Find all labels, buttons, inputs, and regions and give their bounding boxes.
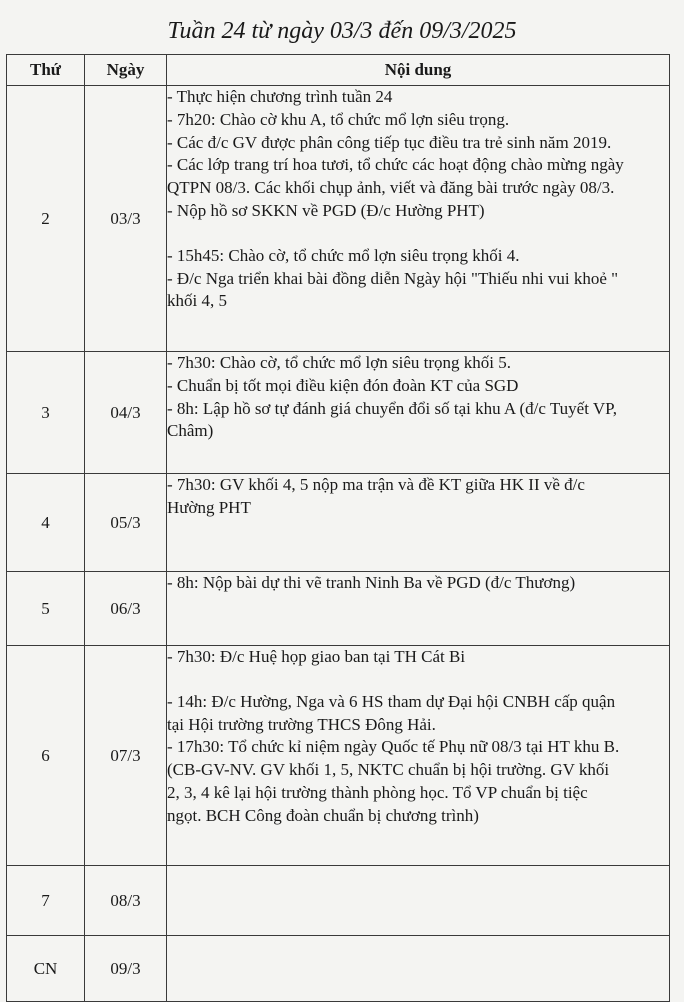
- table-row: [7, 474, 670, 572]
- content-line: - Nộp hồ sơ SKKN về PGD (Đ/c Hường PHT): [167, 200, 485, 220]
- content-cell: [167, 646, 670, 866]
- header-row: [7, 55, 670, 86]
- content-cell: [167, 474, 670, 572]
- date-cell: 05/3: [85, 474, 167, 572]
- table-row: [7, 86, 670, 352]
- content-line: khối 4, 5: [167, 291, 227, 311]
- day-cell: 6: [7, 646, 85, 866]
- table-row: [7, 646, 670, 866]
- date-cell: 08/3: [85, 866, 167, 936]
- content-line: Hường PHT: [167, 497, 251, 517]
- content-line: - 7h20: Chào cờ khu A, tổ chức mổ lợn siêu trọng.: [167, 109, 510, 129]
- header-day: Thứ: [7, 55, 85, 86]
- content-cell: [167, 936, 670, 1002]
- content-line: - Thực hiện chương trình tuần 24: [167, 87, 393, 106]
- table-row: [7, 866, 670, 936]
- content-cell: [167, 352, 670, 474]
- day-cell: 7: [7, 866, 85, 936]
- content-line: tại Hội trường trường THCS Đông Hải.: [167, 714, 436, 734]
- content-line: - 7h30: Chào cờ, tổ chức mổ lợn siêu trọng khối 5.: [167, 353, 512, 372]
- content-line: - 15h45: Chào cờ, tổ chức mổ lợn siêu trọng khối 4.: [167, 245, 520, 265]
- date-cell: 03/3: [85, 86, 167, 352]
- content-cell: [167, 866, 670, 936]
- date-cell: 04/3: [85, 352, 167, 474]
- header-content: Nội dung: [167, 55, 670, 86]
- blank-line: [167, 223, 669, 245]
- day-cell: CN: [7, 936, 85, 1002]
- schedule-table: [6, 54, 670, 1002]
- content-line: (CB-GV-NV. GV khối 1, 5, NKTC chuẩn bị hội trường. GV khối: [167, 760, 610, 780]
- content-line: - Các đ/c GV được phân công tiếp tục điều tra trẻ sinh năm 2019.: [167, 132, 612, 152]
- content-line: - 14h: Đ/c Hường, Nga và 6 HS tham dự Đại hội CNBH cấp quận: [167, 691, 616, 711]
- content-cell: [167, 572, 670, 646]
- content-line: - 8h: Lập hồ sơ tự đánh giá chuyển đổi số tại khu A (đ/c Tuyết VP,: [167, 398, 617, 418]
- content-line: - 17h30: Tổ chức kỉ niệm ngày Quốc tế Phụ nữ 08/3 tại HT khu B.: [167, 737, 620, 757]
- content-line: - Đ/c Nga triển khai bài đồng diễn Ngày hội "Thiếu nhi vui khoẻ ": [167, 268, 619, 288]
- table-row: [7, 936, 670, 1002]
- table-row: [7, 352, 670, 474]
- day-cell: 2: [7, 86, 85, 352]
- content-line: Châm): [167, 421, 214, 441]
- day-cell: 4: [7, 474, 85, 572]
- content-line: - 7h30: GV khối 4, 5 nộp ma trận và đề KT giữa HK II về đ/c: [167, 475, 585, 494]
- table-row: [7, 572, 670, 646]
- content-line: - Chuẩn bị tốt mọi điều kiện đón đoàn KT của SGD: [167, 375, 519, 395]
- blank-line: [167, 669, 669, 691]
- content-line: ngọt. BCH Công đoàn chuẩn bị chương trình): [167, 805, 479, 825]
- header-date: Ngày: [85, 55, 167, 86]
- day-cell: 5: [7, 572, 85, 646]
- content-cell: [167, 86, 670, 352]
- page-title: Tuần 24 từ ngày 03/3 đến 09/3/2025: [167, 18, 517, 44]
- date-cell: 09/3: [85, 936, 167, 1002]
- content-line: - 7h30: Đ/c Huệ họp giao ban tại TH Cát Bi: [167, 647, 466, 666]
- content-line: - Các lớp trang trí hoa tươi, tổ chức các hoạt động chào mừng ngày: [167, 155, 624, 175]
- day-cell: 3: [7, 352, 85, 474]
- content-line: - 8h: Nộp bài dự thi vẽ tranh Ninh Ba về PGD (đ/c Thương): [167, 573, 576, 592]
- content-line: QTPN 08/3. Các khối chụp ảnh, viết và đăng bài trước ngày 08/3.: [167, 178, 615, 198]
- date-cell: 06/3: [85, 572, 167, 646]
- date-cell: 07/3: [85, 646, 167, 866]
- content-line: 2, 3, 4 kê lại hội trường thành phòng học. Tổ VP chuẩn bị tiệc: [167, 782, 588, 802]
